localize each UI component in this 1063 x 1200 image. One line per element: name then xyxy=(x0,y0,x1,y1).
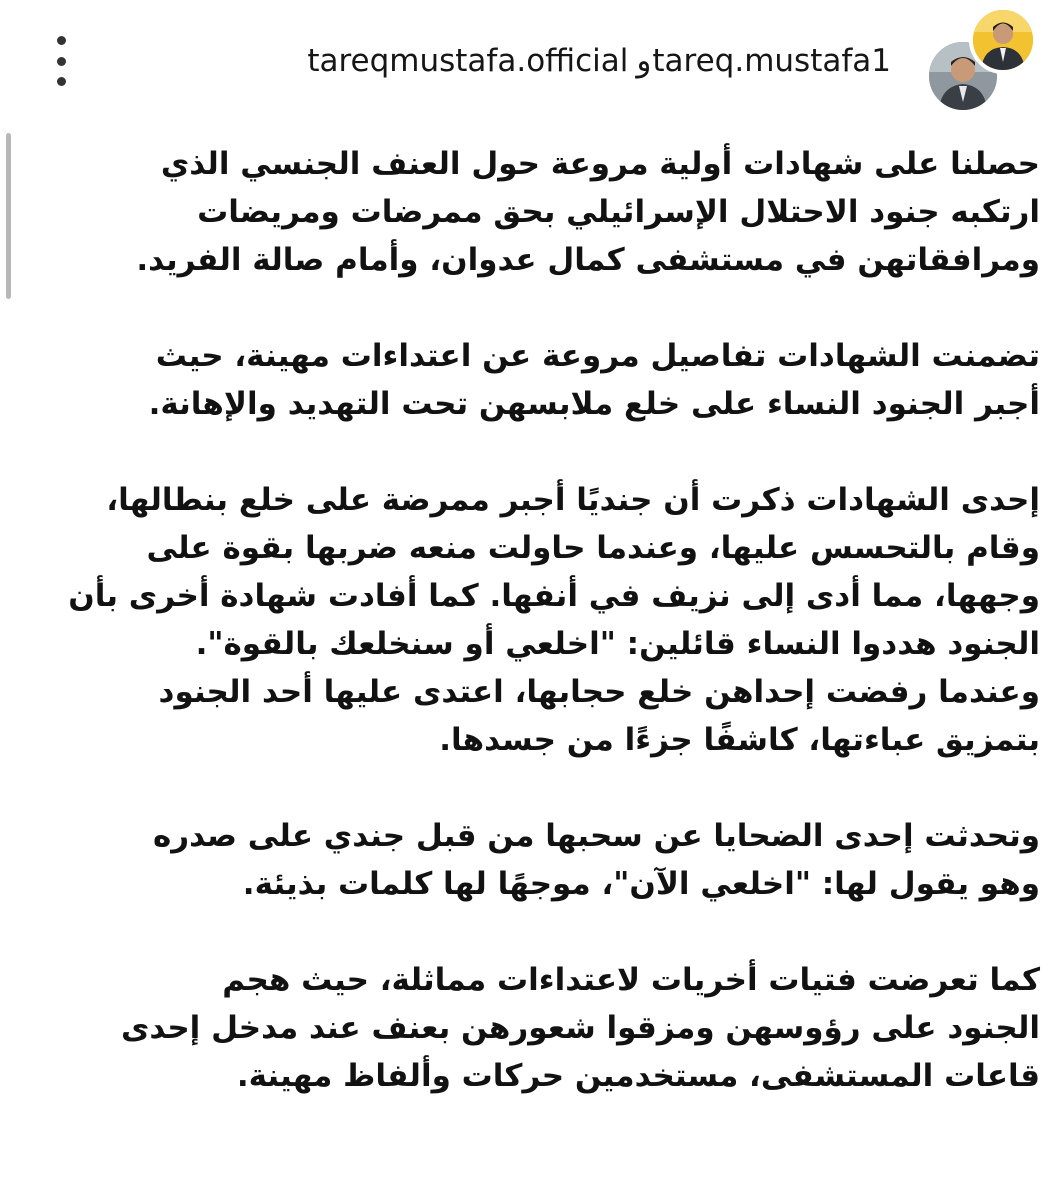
scrollbar[interactable] xyxy=(6,133,11,299)
text-line: قاعات المستشفى، مستخدمين حركات وألفاظ مهينة. xyxy=(236,1058,1040,1094)
paragraph xyxy=(64,476,1040,764)
more-dot xyxy=(57,36,66,45)
post-header xyxy=(0,0,1063,120)
paragraph xyxy=(64,140,1040,284)
text-line: وجهها، مما أدى إلى نزيف في أنفها. كما أفادت شهادة أخرى بأن xyxy=(68,578,1040,614)
author-avatars[interactable] xyxy=(925,6,1037,114)
text-line: وعندما رفضت إحداهن خلع حجابها، اعتدى عليها أحد الجنود xyxy=(158,674,1040,710)
avatar-primary[interactable] xyxy=(969,6,1037,74)
text-line: حصلنا على شهادات أولية مروعة حول العنف الجنسي الذي xyxy=(160,146,1040,182)
text-line: بتمزيق عباءتها، كاشفًا جزءًا من جسدها. xyxy=(439,722,1040,758)
text-line: ومرافقاتهن في مستشفى كمال عدوان، وأمام صالة الفريد. xyxy=(136,242,1040,278)
paragraph xyxy=(64,332,1040,428)
authors-conjunction: و xyxy=(636,43,652,79)
more-dot xyxy=(57,57,66,66)
username-primary[interactable]: tareq.mustafa1 xyxy=(652,43,891,79)
more-options-icon[interactable] xyxy=(46,36,76,86)
text-line: وهو يقول لها: "اخلعي الآن"، موجهًا لها كلمات بذيئة. xyxy=(242,866,1040,902)
post-body xyxy=(64,140,1040,1100)
text-line: الجنود هددوا النساء قائلين: "اخلعي أو سنخلعك بالقوة". xyxy=(195,626,1040,662)
text-line: كما تعرضت فتيات أخريات لاعتداءات مماثلة، حيث هجم xyxy=(222,962,1040,998)
paragraph xyxy=(64,812,1040,908)
paragraph xyxy=(64,956,1040,1100)
more-dot xyxy=(57,77,66,86)
user-avatar-icon xyxy=(973,10,1033,70)
post-authors xyxy=(307,38,891,84)
text-line: الجنود على رؤوسهن ومزقوا شعورهن بعنف عند مدخل إحدى xyxy=(121,1010,1040,1046)
text-line: وتحدثت إحدى الضحايا عن سحبها من قبل جندي على صدره xyxy=(153,818,1040,854)
text-line: تضمنت الشهادات تفاصيل مروعة عن اعتداءات مهينة، حيث xyxy=(155,338,1040,374)
text-line: أجبر الجنود النساء على خلع ملابسهن تحت التهديد والإهانة. xyxy=(148,386,1040,422)
username-secondary[interactable]: tareqmustafa.official xyxy=(307,43,629,79)
text-line: ارتكبه جنود الاحتلال الإسرائيلي بحق ممرضات ومريضات xyxy=(197,194,1040,230)
text-line: إحدى الشهادات ذكرت أن جنديًا أجبر ممرضة على خلع بنطالها، xyxy=(106,482,1040,518)
text-line: وقام بالتحسس عليها، وعندما حاولت منعه ضربها بقوة على xyxy=(146,530,1040,566)
